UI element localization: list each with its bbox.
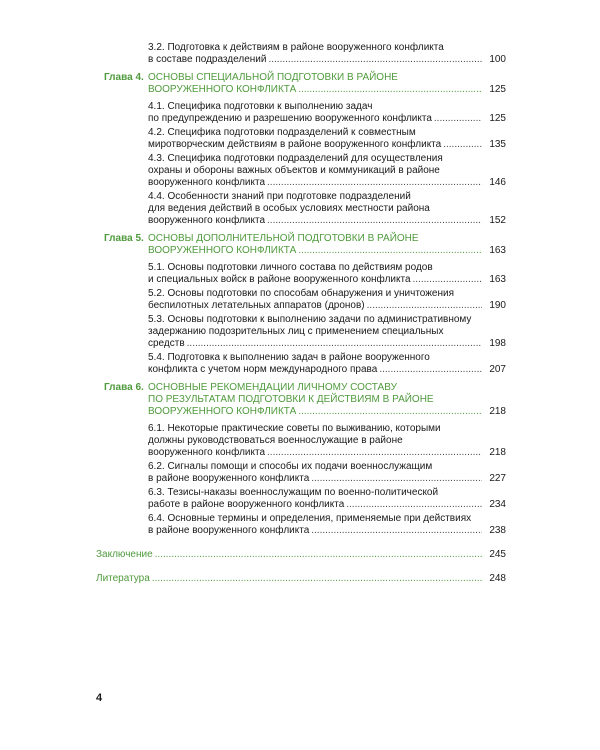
chapter-title: ВООРУЖЕННОГО КОНФЛИКТА	[148, 406, 297, 417]
toc-entry-5-1[interactable]	[148, 262, 506, 286]
page-ref: 227	[489, 473, 506, 484]
entry-text: должны руководствоваться военнослужащие в районе	[148, 435, 403, 446]
toc-entry-5-4[interactable]	[148, 352, 506, 376]
entry-text: вооруженного конфликта	[148, 447, 266, 458]
page-ref: 218	[489, 447, 506, 458]
leader-dots	[298, 84, 482, 96]
entry-text: 3.2. Подготовка к действиям в районе вооруженного конфликта	[148, 42, 444, 53]
page-ref: 152	[489, 215, 506, 226]
leader-dots	[379, 364, 482, 376]
leader-dots	[152, 573, 482, 585]
chapter-title: ВООРУЖЕННОГО КОНФЛИКТА	[148, 84, 297, 95]
page-ref: 100	[489, 54, 506, 65]
page-ref: 163	[489, 274, 506, 285]
page-ref: 125	[489, 113, 506, 124]
page-ref: 234	[489, 499, 506, 510]
entry-text: 6.4. Основные термины и определения, применяемые при действиях	[148, 513, 472, 524]
page-ref: 238	[489, 525, 506, 536]
leader-dots	[298, 406, 482, 418]
entry-text: Заключение	[96, 549, 153, 560]
entry-text: 5.4. Подготовка к выполнению задач в районе вооруженного	[148, 352, 430, 363]
page-ref: 248	[489, 573, 506, 584]
leader-dots	[311, 473, 482, 485]
toc-entry-4-2[interactable]	[148, 127, 506, 151]
entry-text: 4.3. Специфика подготовки подразделений для осуществления	[148, 153, 443, 164]
leader-dots	[267, 215, 482, 227]
toc-entry-conclusion[interactable]	[96, 549, 506, 561]
page-ref: 218	[489, 406, 506, 417]
entry-text: вооруженного конфликта	[148, 215, 266, 226]
entry-text: 6.2. Сигналы помощи и способы их подачи военнослужащим	[148, 461, 433, 472]
entry-text: задержанию подозрительных лиц с применением специальных	[148, 326, 444, 337]
entry-text: и специальных войск в районе вооруженного конфликта	[148, 274, 411, 285]
toc-entry-5-3[interactable]	[148, 314, 506, 350]
entry-text: конфликта с учетом норм международного права	[148, 364, 378, 375]
entry-text: 4.4. Особенности знаний при подготовке подразделений	[148, 191, 411, 202]
entry-text: миротворческим действиям в районе вооруженного конфликта	[148, 139, 442, 150]
leader-dots	[413, 274, 483, 286]
entry-text: работе в районе вооруженного конфликта	[148, 499, 345, 510]
page-ref: 190	[489, 300, 506, 311]
page-ref: 207	[489, 364, 506, 375]
entry-text: 6.3. Тезисы-наказы военнослужащим по военно-политической	[148, 487, 439, 498]
entry-text: вооруженного конфликта	[148, 177, 266, 188]
leader-dots	[187, 338, 482, 350]
toc-entry-3-2[interactable]	[148, 42, 506, 66]
leader-dots	[268, 54, 482, 66]
toc-entry-4-4[interactable]	[148, 191, 506, 227]
entry-text: 5.3. Основы подготовки к выполнению задачи по административному	[148, 314, 472, 325]
entry-text: для ведения действий в особых условиях местности района	[148, 203, 430, 214]
entry-text: 4.1. Специфика подготовки к выполнению задач	[148, 101, 373, 112]
entry-text: Литература	[96, 573, 150, 584]
entry-text: 6.1. Некоторые практические советы по выживанию, которыми	[148, 423, 441, 434]
leader-dots	[267, 447, 482, 459]
toc-entry-4-1[interactable]	[148, 101, 506, 125]
chapter-title: ОСНОВЫ ДОПОЛНИТЕЛЬНОЙ ПОДГОТОВКИ В РАЙОНЕ	[148, 233, 419, 244]
toc-entry-6-1[interactable]	[148, 423, 506, 459]
page-ref: 198	[489, 338, 506, 349]
entry-text: беспилотных летательных аппаратов (дронов)	[148, 300, 365, 311]
entry-text: в районе вооруженного конфликта	[148, 525, 310, 536]
chapter-title: ПО РЕЗУЛЬТАТАМ ПОДГОТОВКИ К ДЕЙСТВИЯМ В РАЙОНЕ	[148, 394, 434, 405]
page-ref: 125	[489, 84, 506, 95]
toc-chapter-6[interactable]	[96, 382, 506, 418]
entry-text: средств	[148, 338, 185, 349]
entry-text: охраны и обороны важных объектов и коммуникаций в районе	[148, 165, 440, 176]
page-ref: 135	[489, 139, 506, 150]
entry-text: 5.2. Основы подготовки по способам обнаружения и уничтожения	[148, 288, 455, 299]
entry-text: в составе подразделений	[148, 54, 267, 65]
leader-dots	[311, 525, 482, 537]
leader-dots	[155, 549, 482, 561]
toc-entry-4-3[interactable]	[148, 153, 506, 189]
chapter-label: Глава 6.	[104, 382, 144, 393]
toc-entry-6-4[interactable]	[148, 513, 506, 537]
page-number: 4	[96, 692, 103, 704]
leader-dots	[267, 177, 482, 189]
leader-dots	[434, 113, 482, 125]
page-ref: 245	[489, 549, 506, 560]
toc-entry-6-3[interactable]	[148, 487, 506, 511]
entry-text: 5.1. Основы подготовки личного состава по действиям родов	[148, 262, 433, 273]
leader-dots	[346, 499, 482, 511]
chapter-title: ОСНОВНЫЕ РЕКОМЕНДАЦИИ ЛИЧНОМУ СОСТАВУ	[148, 382, 397, 393]
entry-text: по предупреждению и разрешению вооруженного конфликта	[148, 113, 432, 124]
chapter-title: ВООРУЖЕННОГО КОНФЛИКТА	[148, 245, 297, 256]
leader-dots	[443, 139, 482, 151]
table-of-contents	[96, 42, 506, 585]
toc-entry-literature[interactable]	[96, 573, 506, 585]
page-ref: 163	[489, 245, 506, 256]
toc-chapter-5[interactable]	[96, 233, 506, 257]
toc-entry-6-2[interactable]	[148, 461, 506, 485]
chapter-label: Глава 5.	[104, 233, 144, 244]
entry-text: в районе вооруженного конфликта	[148, 473, 310, 484]
toc-chapter-4[interactable]	[96, 72, 506, 96]
page-ref: 146	[489, 177, 506, 188]
leader-dots	[367, 300, 482, 312]
toc-entry-5-2[interactable]	[148, 288, 506, 312]
leader-dots	[298, 245, 482, 257]
entry-text: 4.2. Специфика подготовки подразделений к совместным	[148, 127, 416, 138]
chapter-label: Глава 4.	[104, 72, 144, 83]
chapter-title: ОСНОВЫ СПЕЦИАЛЬНОЙ ПОДГОТОВКИ В РАЙОНЕ	[148, 72, 398, 83]
